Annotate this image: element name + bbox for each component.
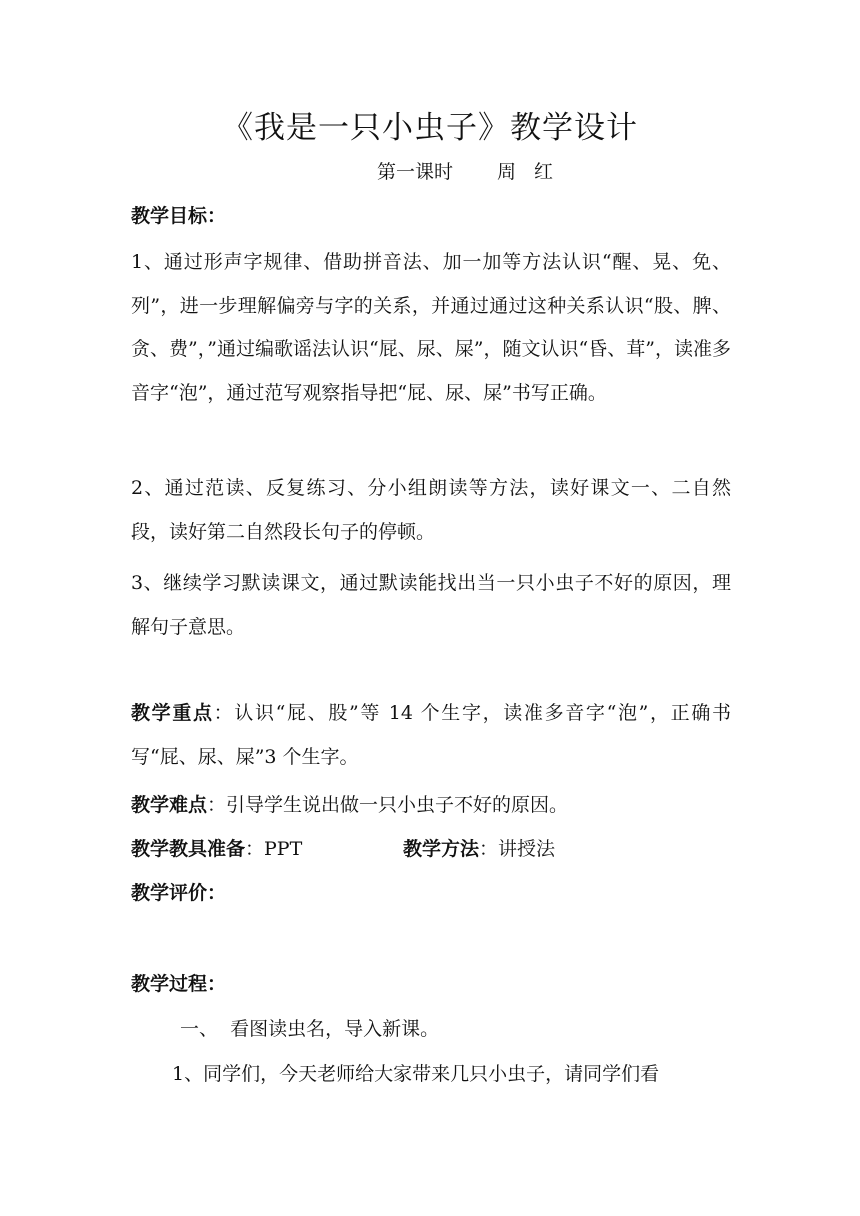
teaching-method — [403, 833, 555, 865]
key-points-label: 教学重点 — [131, 702, 214, 724]
lesson-label: 第一课时 — [377, 161, 454, 183]
author-name: 周 红 — [497, 161, 560, 183]
objective-3: 3、继续学习默读课文，通过默读能找出当一只小虫子不好的原因，理解句子意思。 — [131, 572, 731, 638]
process-heading: 教学过程： — [131, 973, 227, 995]
teaching-method-label: 教学方法 — [403, 838, 480, 860]
objective-1: 1、通过形声字规律、借助拼音法、加一加等方法认识“醒、晃、免、列”，进一步理解偏旁与字的关系，并通过通过这种关系认识“股、脾、贪、费”，”通过编歌谣法认识“屁、尿、屎”，随文认识“昏、茸”，读准多音字“泡”，通过范写观察指导把“屁、尿、屎”书写正确。 — [131, 251, 731, 404]
process-step-1: 一、 看图读虫名，导入新课。 — [180, 1018, 440, 1040]
key-points-text: ：认识“屁、股”等 14 个生字，读准多音字“泡”，正确书写“屁、尿、屎”3 个生字。 — [131, 702, 731, 768]
teaching-tools — [131, 833, 302, 865]
document-title: 《我是一只小虫子》教学设计 — [222, 110, 638, 146]
key-points — [131, 692, 731, 779]
teaching-method-text: ：讲授法 — [479, 838, 556, 860]
process-step-1-1: 1、同学们，今天老师给大家带来几只小虫子，请同学们看 — [172, 1063, 660, 1085]
teaching-tools-text: ：PPT — [245, 838, 303, 860]
teaching-tools-label: 教学教具准备 — [131, 838, 246, 860]
difficulty-label: 教学难点 — [131, 794, 208, 816]
evaluation-heading: 教学评价： — [131, 882, 227, 904]
objectives-heading: 教学目标： — [131, 205, 227, 227]
difficulty-text: ：引导学生说出做一只小虫子不好的原因。 — [207, 794, 569, 816]
objective-2: 2、通过范读、反复练习、分小组朗读等方法，读好课文一、二自然段，读好第二自然段长句子的停顿。 — [131, 477, 731, 543]
difficulty — [131, 789, 568, 821]
document-subtitle — [377, 158, 559, 186]
